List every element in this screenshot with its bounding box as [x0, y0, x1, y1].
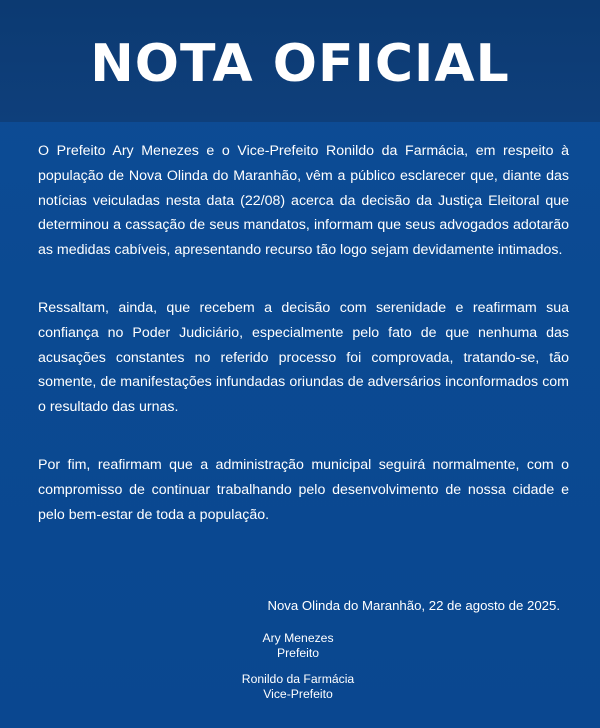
paragraph-3: Por fim, reafirmam que a administração municipal seguirá normalmente, com o compromisso de continuar trabalhando pelo desenvolvimento de nossa cidade e pelo bem-estar de toda a população.: [38, 456, 569, 523]
signature-name: Ronildo da Farmácia: [241, 672, 355, 686]
signature-role: Vice-Prefeito: [263, 686, 333, 701]
signature-role: Prefeito: [276, 645, 319, 660]
note-body: [38, 139, 569, 560]
place-date: Nova Olinda do Maranhão, 22 de agosto de 2025.: [267, 598, 560, 613]
signature-name: Ary Menezes: [262, 631, 334, 645]
signature-vice-mayor: [198, 672, 398, 701]
paragraph-2: Ressaltam, ainda, que recebem a decisão com serenidade e reafirmam sua confiança no Poder Judiciário, especialmente pelo fato de que nenhuma das acusações constantes no referido processo foi comprovada, tratando-se, tão somente, de manifestações infundadas oriundas de adversários inconformados com o resultado das urnas.: [38, 299, 569, 416]
header-band: [0, 0, 600, 122]
paragraph-1: O Prefeito Ary Menezes e o Vice-Prefeito Ronildo da Farmácia, em respeito à população de Nova Olinda do Maranhão, vêm a público esclarecer que, diante das notícias veiculadas nesta data (22/08) acerca da decisão da Justiça Eleitoral que determinou a cassação de seus mandatos, informam que seus advogados adotarão as medidas cabíveis, apresentando recurso tão logo sejam devidamente intimados.: [38, 143, 569, 259]
signature-mayor: [198, 631, 398, 660]
page-title: NOTA OFICIAL: [90, 34, 510, 94]
